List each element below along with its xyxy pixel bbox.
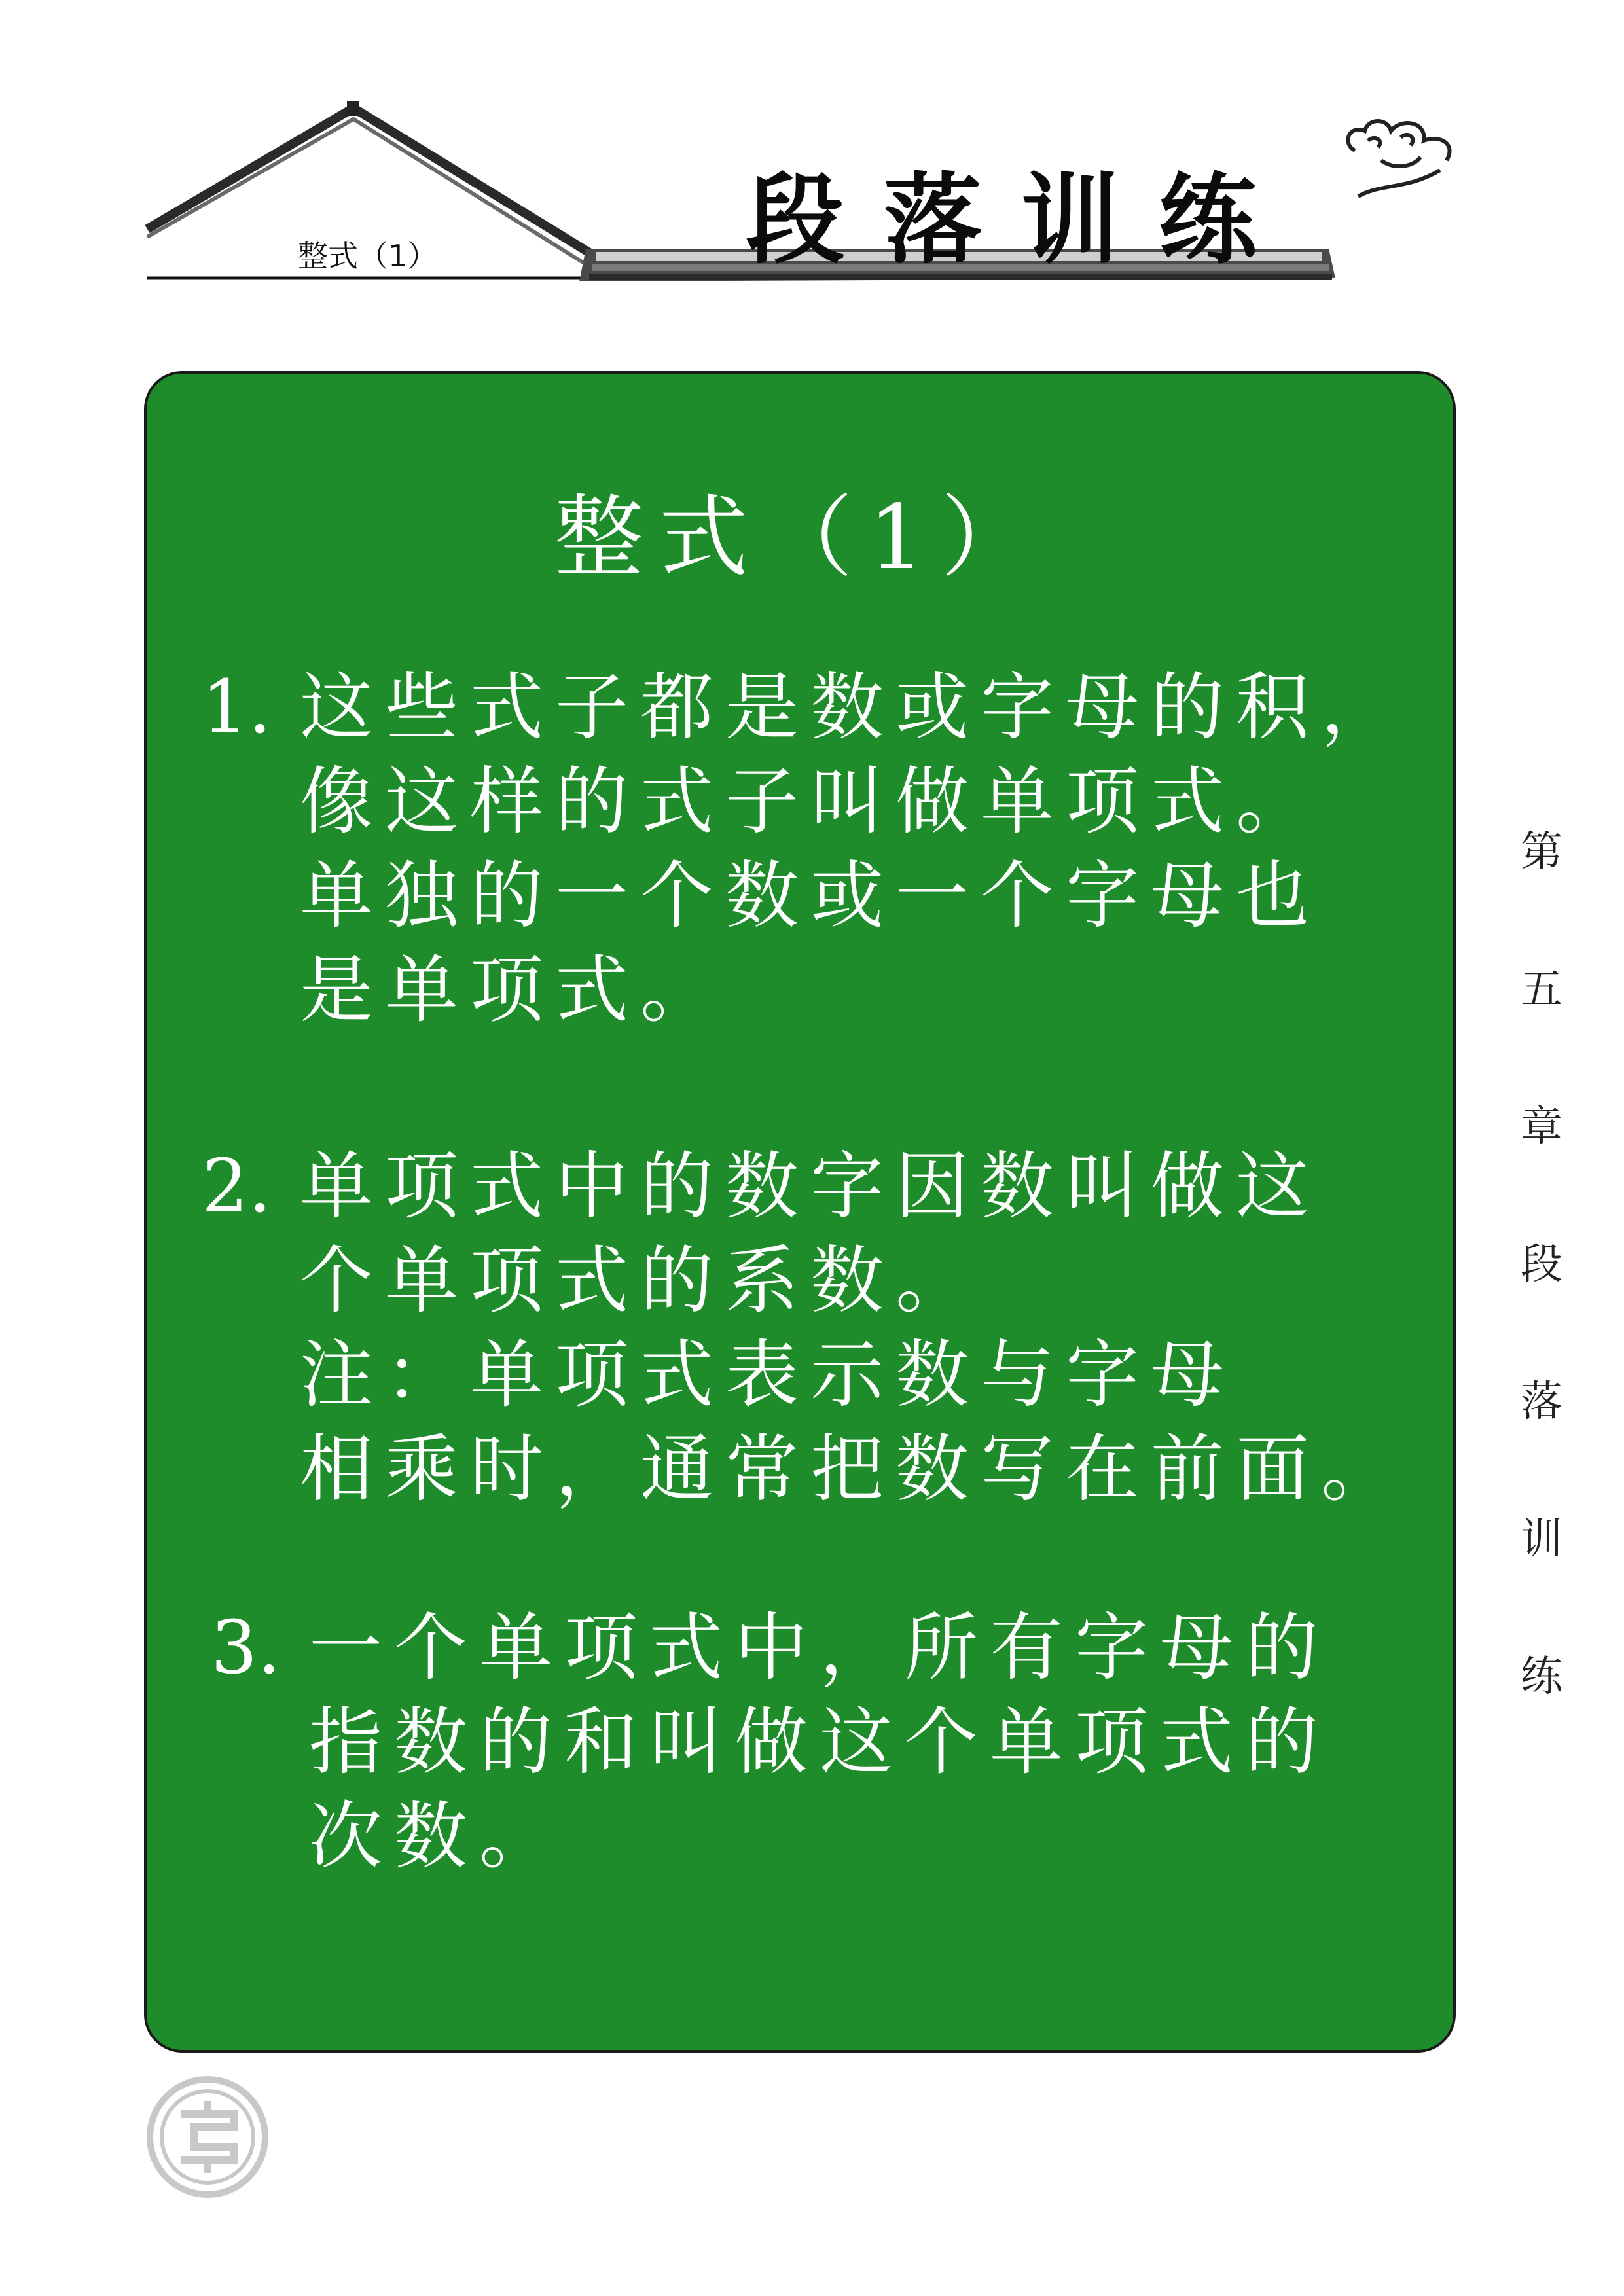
side-char: 五: [1521, 965, 1562, 1014]
item-line: 个单项式的系数。: [300, 1238, 981, 1323]
list-item-3: [211, 1601, 1330, 1884]
side-char: 章: [1521, 1103, 1562, 1151]
item-number: 3.: [211, 1605, 281, 1691]
side-char: 训: [1521, 1515, 1562, 1564]
item-line: 是单项式。: [300, 948, 725, 1033]
item-line: 相乘时，通常把数写在前面。: [300, 1427, 1406, 1512]
board-title: 整式（1）: [554, 486, 1046, 590]
item-line: 单项式中的数字因数叫做这: [300, 1144, 1321, 1229]
auspicious-cloud-icon: [1342, 105, 1473, 223]
side-char: 练: [1521, 1653, 1562, 1701]
item-line: 一个单项式中，所有字母的: [309, 1605, 1330, 1691]
side-char: 落: [1521, 1378, 1562, 1426]
decorative-seal-icon: [145, 2075, 270, 2199]
chapter-side-text: [1509, 818, 1574, 1780]
item-line: 指数的和叫做这个单项式的: [309, 1700, 1330, 1785]
item-number: 1.: [202, 665, 272, 750]
item-line: 次数。: [309, 1794, 564, 1879]
green-board: [144, 371, 1456, 2053]
side-char: 第: [1521, 828, 1562, 876]
page-title: 段落训练: [746, 162, 1297, 278]
item-line: 像这样的式子叫做单项式。: [300, 759, 1321, 844]
item-line: 注：单项式表示数与字母: [300, 1333, 1236, 1418]
section-label: 整式（1）: [298, 238, 438, 274]
side-char: 段: [1521, 1240, 1562, 1289]
item-line: 单独的一个数或一个字母也: [300, 853, 1321, 939]
item-number: 2.: [202, 1144, 272, 1229]
list-item-1: [202, 660, 1406, 1037]
list-item-2: [202, 1139, 1406, 1516]
item-line: 这些式子都是数或字母的积，: [300, 665, 1406, 750]
